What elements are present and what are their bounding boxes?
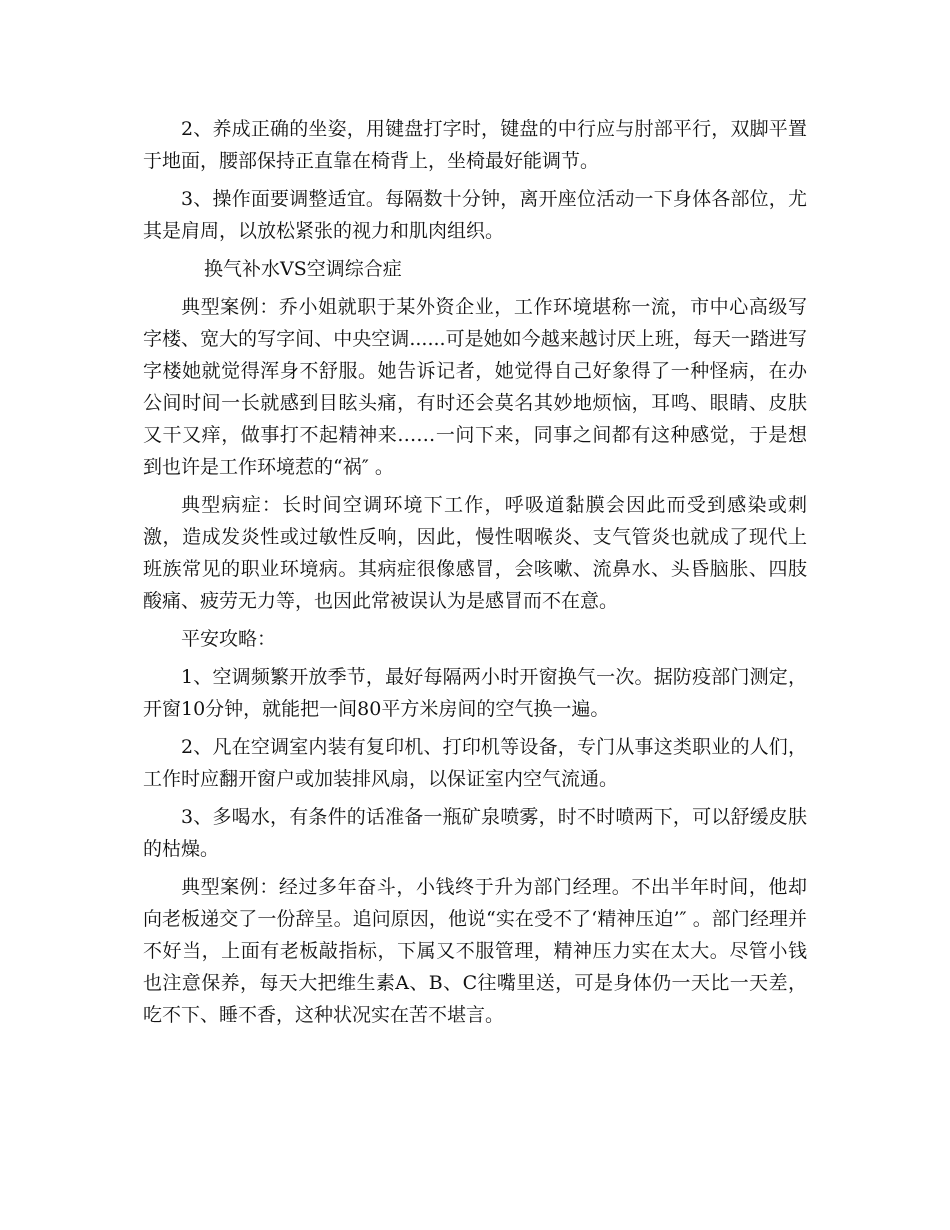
document-page (143, 113, 807, 1037)
section-heading: 换气补水VS空调综合症 (204, 258, 402, 280)
paragraph-case-1: 典型案例：乔小姐就职于某外资企业，工作环境堪称一流，市中心高级写字楼、宽大的写字间、中央空调......可是她如今越来越讨厌上班，每天一踏进写字楼她就觉得浑身不舒服。她告诉记者，她觉得自己好象得了一种怪病，在办公间时间一长就感到目眩头痛，有时还会莫名其妙地烦恼，耳鸣、眼睛、皮肤又干又痒，做事打不起精神来……一问下来，同事之间都有这种感觉，于是想到也许是工作环境惹的“祸″ 。 (143, 296, 807, 478)
paragraph-strategy-3: 3、多喝水，有条件的话准备一瓶矿泉喷雾，时不时喷两下，可以舒缓皮肤的枯燥。 (143, 806, 807, 860)
paragraph-posture: 2、养成正确的坐姿，用键盘打字时，键盘的中行应与肘部平行，双脚平置于地面，腰部保持正直靠在椅背上，坐椅最好能调节。 (143, 118, 807, 172)
paragraph-case-2: 典型案例：经过多年奋斗，小钱终于升为部门经理。不出半年时间，他却向老板递交了一份辞呈。追问原因，他说“实在受不了‘精神压迫’″ 。部门经理并不好当，上面有老板敲指标，下属又不服管理，精神压力实在太大。尽管小钱也注意保养，每天大把维生素A、B、C往嘴里送，可是身体仍一天比一天差，吃不下、睡不香，这种状况实在苦不堪言。 (143, 876, 807, 1026)
paragraph-strategy-1: 1、空调频繁开放季节，最好每隔两小时开窗换气一次。据防疫部门测定，开窗10分钟，就能把一间80平方米房间的空气换一遍。 (143, 666, 807, 720)
paragraph-strategy-title: 平安攻略： (181, 628, 277, 650)
paragraph-symptoms: 典型病症：长时间空调环境下工作，呼吸道黏膜会因此而受到感染或刺激，造成发炎性或过敏性反响，因此，慢性咽喉炎、支气管炎也就成了现代上班族常见的职业环境病。其病症很像感冒，会咳嗽、流鼻水、头昏脑胀、四肢酸痛、疲劳无力等，也因此常被误认为是感冒而不在意。 (143, 494, 807, 612)
paragraph-strategy-2: 2、凡在空调室内装有复印机、打印机等设备，专门从事这类职业的人们，工作时应翻开窗户或加装排风扇，以保证室内空气流通。 (143, 736, 807, 790)
paragraph-workspace: 3、操作面要调整适宜。每隔数十分钟，离开座位活动一下身体各部位，尤其是肩周，以放松紧张的视力和肌肉组织。 (143, 188, 807, 242)
